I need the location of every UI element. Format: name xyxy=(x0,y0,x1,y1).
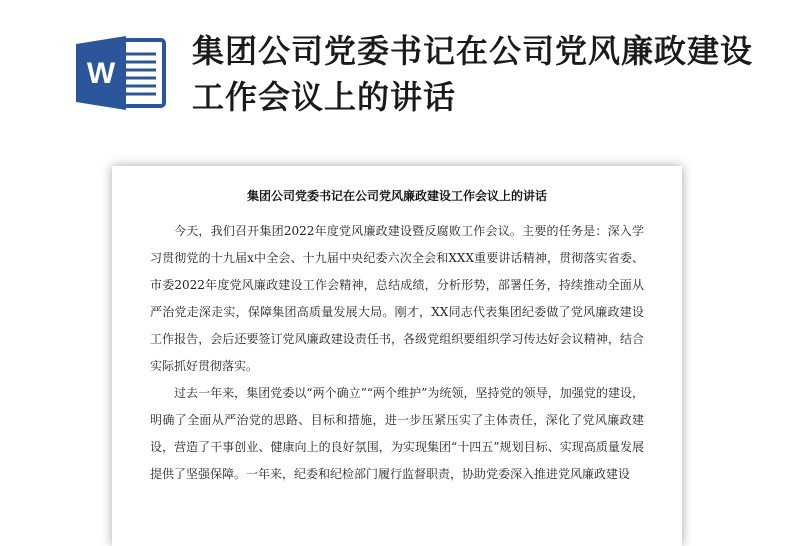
document-page xyxy=(112,166,682,546)
header xyxy=(0,0,800,150)
word-icon-letter: W xyxy=(86,57,116,90)
document-paragraph-1: 今天，我们召开集团2022年度党风廉政建设暨反腐败工作会议。主要的任务是：深入学习贯彻党的十九届x中全会、十九届中央纪委六次全会和XXX重要讲话精神，贯彻落实省委、市委2022年度党风廉政建设工作会精神，总结成绩，分析形势，部署任务，持续推动全面从严治党走深走实，保障集团高质量发展大局。刚才，XX同志代表集团纪委做了党风廉政建设工作报告，会后还要签订党风廉政建设责任书，各级党组织要组织学习传达好会议精神，结合实际抓好贯彻落实。 xyxy=(150,224,644,373)
word-document-icon xyxy=(72,34,172,112)
page-title: 集团公司党委书记在公司党风廉政建设工作会议上的讲话 xyxy=(192,32,754,116)
document-title: 集团公司党委书记在公司党风廉政建设工作会议上的讲话 xyxy=(246,189,547,203)
document-paragraph-2: 过去一年来，集团党委以“两个确立”“两个维护”为统领，坚持党的领导，加强党的建设，明确了全面从严治党的思路、目标和措施，进一步压紧压实了主体责任，深化了党风廉政建设，营造了干事创业、健康向上的良好氛围，为实现集团“十四五”规划目标、实现高质量发展提供了坚强保障。一年来，纪委和纪检部门履行监督职责，协助党委深入推进党风廉政建设 xyxy=(150,386,644,481)
